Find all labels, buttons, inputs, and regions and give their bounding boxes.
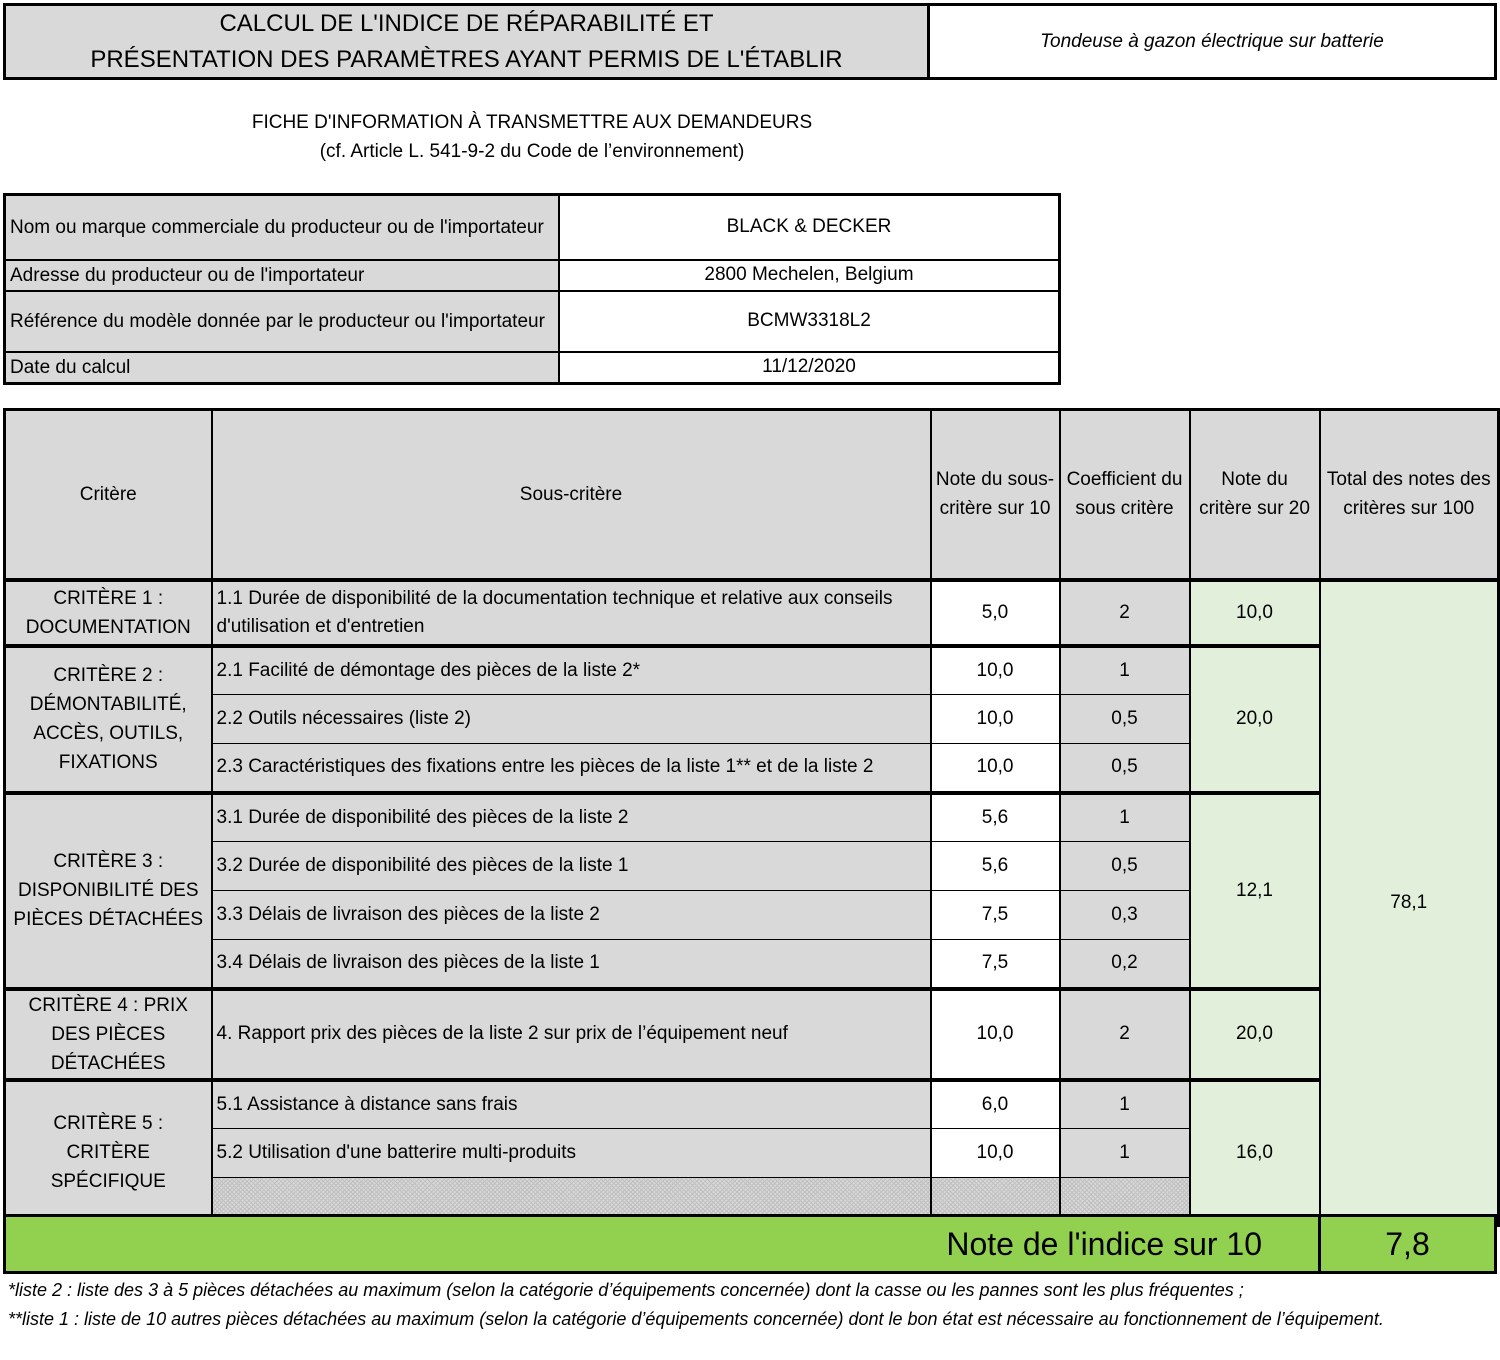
sub-criterion: 5.2 Utilisation d'une batterire multi-produits [212,1129,931,1178]
sub-criterion: 5.1 Assistance à distance sans frais [212,1080,931,1129]
sub-coefficient: 1 [1060,646,1190,695]
producer-info-table [3,193,1061,385]
info-row [5,195,1060,260]
criterion-score: 16,0 [1190,1080,1320,1226]
sub-criterion: 3.1 Durée de disponibilité des pièces de la liste 2 [212,793,931,842]
table-row [5,989,1499,1080]
sub-coefficient: 1 [1060,793,1190,842]
criterion-score: 10,0 [1190,580,1320,646]
info-row [5,291,1060,352]
sub-note: 10,0 [931,1129,1060,1178]
info-label: Date du calcul [5,352,560,384]
product-type: Tondeuse à gazon électrique sur batterie [927,3,1497,80]
criterion-name: CRITÈRE 3 : DISPONIBILITÉ DES PIÈCES DÉTACHÉES [5,793,212,989]
footnote-liste-2: *liste 2 : liste des 3 à 5 pièces détachées au maximum (selon la catégorie d’équipements concernée) dont la casse ou les pannes sont les plus fréquentes ; [8,1280,1244,1300]
total-score: 78,1 [1320,580,1499,1226]
info-label: Référence du modèle donnée par le producteur ou l'importateur [5,291,560,352]
criterion-name: CRITÈRE 5 : CRITÈRE SPÉCIFIQUE [5,1080,212,1226]
sub-coefficient: 1 [1060,1080,1190,1129]
sub-note: 6,0 [931,1080,1060,1129]
sub-criterion: 2.1 Facilité de démontage des pièces de la liste 2* [212,646,931,695]
footnote-liste-1: **liste 1 : liste de 10 autres pièces détachées au maximum (selon la catégorie d’équipements concernée) dont le bon état est nécessaire au fonctionnement de l’équipement. [8,1308,1384,1329]
sub-note: 10,0 [931,989,1060,1080]
header-total: Total des notes des critères sur 100 [1320,410,1499,580]
fiche-line-2: (cf. Article L. 541-9-2 du Code de l’environnement) [319,141,745,162]
info-value: 11/12/2020 [559,352,1060,384]
info-row [5,260,1060,291]
sub-coefficient: 0,5 [1060,695,1190,744]
sub-coefficient: 0,3 [1060,891,1190,940]
criterion-name: CRITÈRE 1 : DOCUMENTATION [5,580,212,646]
criterion-score: 20,0 [1190,646,1320,793]
fiche-line-1: FICHE D'INFORMATION À TRANSMETTRE AUX DEMANDEURS [251,112,813,133]
page-title [3,3,930,80]
criterion-name: CRITÈRE 2 : DÉMONTABILITÉ, ACCÈS, OUTILS, FIXATIONS [5,646,212,793]
sub-note: 5,6 [931,842,1060,891]
sub-note: 7,5 [931,940,1060,989]
fiche-heading [0,108,1064,166]
sub-coefficient: 2 [1060,989,1190,1080]
sub-coefficient: 0,5 [1060,842,1190,891]
sub-criterion: 3.2 Durée de disponibilité des pièces de la liste 1 [212,842,931,891]
sub-criterion: 3.3 Délais de livraison des pièces de la liste 2 [212,891,931,940]
criteria-table [3,408,1500,1227]
criterion-score: 12,1 [1190,793,1320,989]
sub-criterion: 2.3 Caractéristiques des fixations entre les pièces de la liste 1** et de la liste 2 [212,744,931,793]
sub-note: 10,0 [931,646,1060,695]
sub-note: 10,0 [931,695,1060,744]
header-note-critere: Note du critère sur 20 [1190,410,1320,580]
sub-coefficient: 2 [1060,580,1190,646]
info-value: BLACK & DECKER [559,195,1060,260]
sub-note: 7,5 [931,891,1060,940]
info-label: Nom ou marque commerciale du producteur ou de l'importateur [5,195,560,260]
header-coefficient: Coefficient du sous critère [1060,410,1190,580]
table-row [5,1080,1499,1129]
sub-note: 5,6 [931,793,1060,842]
sub-note: 5,0 [931,580,1060,646]
header-row [5,410,1499,580]
table-row [5,646,1499,695]
table-row [5,793,1499,842]
header-sous-critere: Sous-critère [212,410,931,580]
sub-criterion: 4. Rapport prix des pièces de la liste 2 sur prix de l’équipement neuf [212,989,931,1080]
footnotes [8,1276,1488,1333]
table-row [5,580,1499,646]
info-label: Adresse du producteur ou de l'importateur [5,260,560,291]
sub-coefficient: 0,2 [1060,940,1190,989]
sub-criterion: 1.1 Durée de disponibilité de la documentation technique et relative aux conseils d'utilisation et d'entretien [212,580,931,646]
header-critere: Critère [5,410,212,580]
title-line-2: PRÉSENTATION DES PARAMÈTRES AYANT PERMIS DE L'ÉTABLIR [90,45,843,73]
info-row [5,352,1060,384]
criterion-name: CRITÈRE 4 : PRIX DES PIÈCES DÉTACHÉES [5,989,212,1080]
title-line-1: CALCUL DE L'INDICE DE RÉPARABILITÉ ET [219,9,714,37]
sub-coefficient: 1 [1060,1129,1190,1178]
header-note-sous-critere: Note du sous-critère sur 10 [931,410,1060,580]
sub-coefficient: 0,5 [1060,744,1190,793]
info-value: BCMW3318L2 [559,291,1060,352]
sub-criterion: 3.4 Délais de livraison des pièces de la liste 1 [212,940,931,989]
info-value: 2800 Mechelen, Belgium [559,260,1060,291]
final-score-label: Note de l'indice sur 10 [3,1214,1321,1274]
criterion-score: 20,0 [1190,989,1320,1080]
final-score-value: 7,8 [1318,1214,1497,1274]
sub-note: 10,0 [931,744,1060,793]
sub-criterion: 2.2 Outils nécessaires (liste 2) [212,695,931,744]
